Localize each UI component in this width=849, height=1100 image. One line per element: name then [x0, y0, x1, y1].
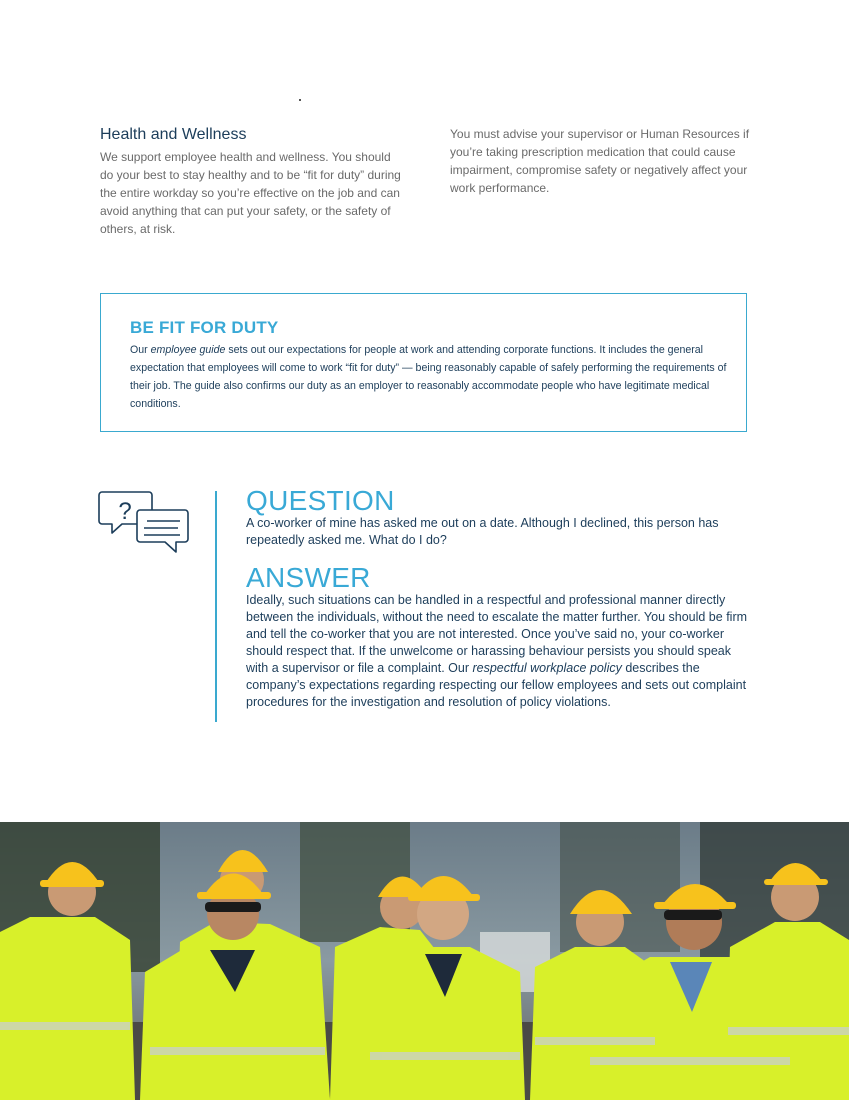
svg-text:?: ?: [118, 498, 132, 525]
question-text: A co-worker of mine has asked me out on a date. Although I declined, this person has repeatedly asked me. What do I do?: [246, 516, 719, 547]
answer-heading: ANSWER: [246, 562, 371, 593]
respectful-workplace-policy-reference: respectful workplace policy: [472, 661, 622, 675]
stray-dot: [299, 99, 301, 101]
question-heading: QUESTION: [246, 485, 395, 516]
employee-guide-reference: employee guide: [150, 344, 226, 356]
fit-for-duty-paragraph: [130, 341, 730, 413]
question-answer-chat-icon: [98, 490, 192, 558]
answer-text-part1: Ideally, such situations can be handled in a respectful and professional manner directly between the individuals, without the need to escalate the matter further. You should be firm and tell the co-worker that you are not interested. Once you’ve said no, your co-worker should respect that. If the unwelcome or harassing behaviour persists you should speak with a supervisor or file a complaint. Our: [246, 593, 748, 675]
workers-photo: [0, 822, 849, 1100]
health-wellness-paragraph: We support employee health and wellness. You should do your best to stay healthy and to be “fit for duty” during the entire workday so you’re effective on the job and can avoid anything that can put your safety, or the safety of others, at risk.: [100, 150, 401, 236]
qa-divider-line: [215, 491, 217, 722]
answer-text-part2: describes the company’s expectations regarding respecting our fellow employees and sets out complaint procedures for the investigation and resolution of policy violations.: [246, 661, 747, 709]
fit-body-prefix: Our: [130, 344, 151, 356]
answer-text: [246, 592, 748, 711]
prescription-medication-paragraph: You must advise your supervisor or Human Resources if you’re taking prescription medication that could cause impairment, compromise safety or negatively affect your work performance.: [450, 127, 750, 195]
health-wellness-heading: Health and Wellness: [100, 126, 247, 143]
fit-body-rest: sets out our expectations for people at work and attending corporate functions. It includes the general expectation that employees will come to work “fit for duty” — being reasonably capable of safely performing the requirements of their job. The guide also confirms our duty as an employer to reasonably accommodate people who have legitimate medical conditions.: [130, 344, 727, 410]
fit-for-duty-heading: BE FIT FOR DUTY: [130, 318, 279, 337]
